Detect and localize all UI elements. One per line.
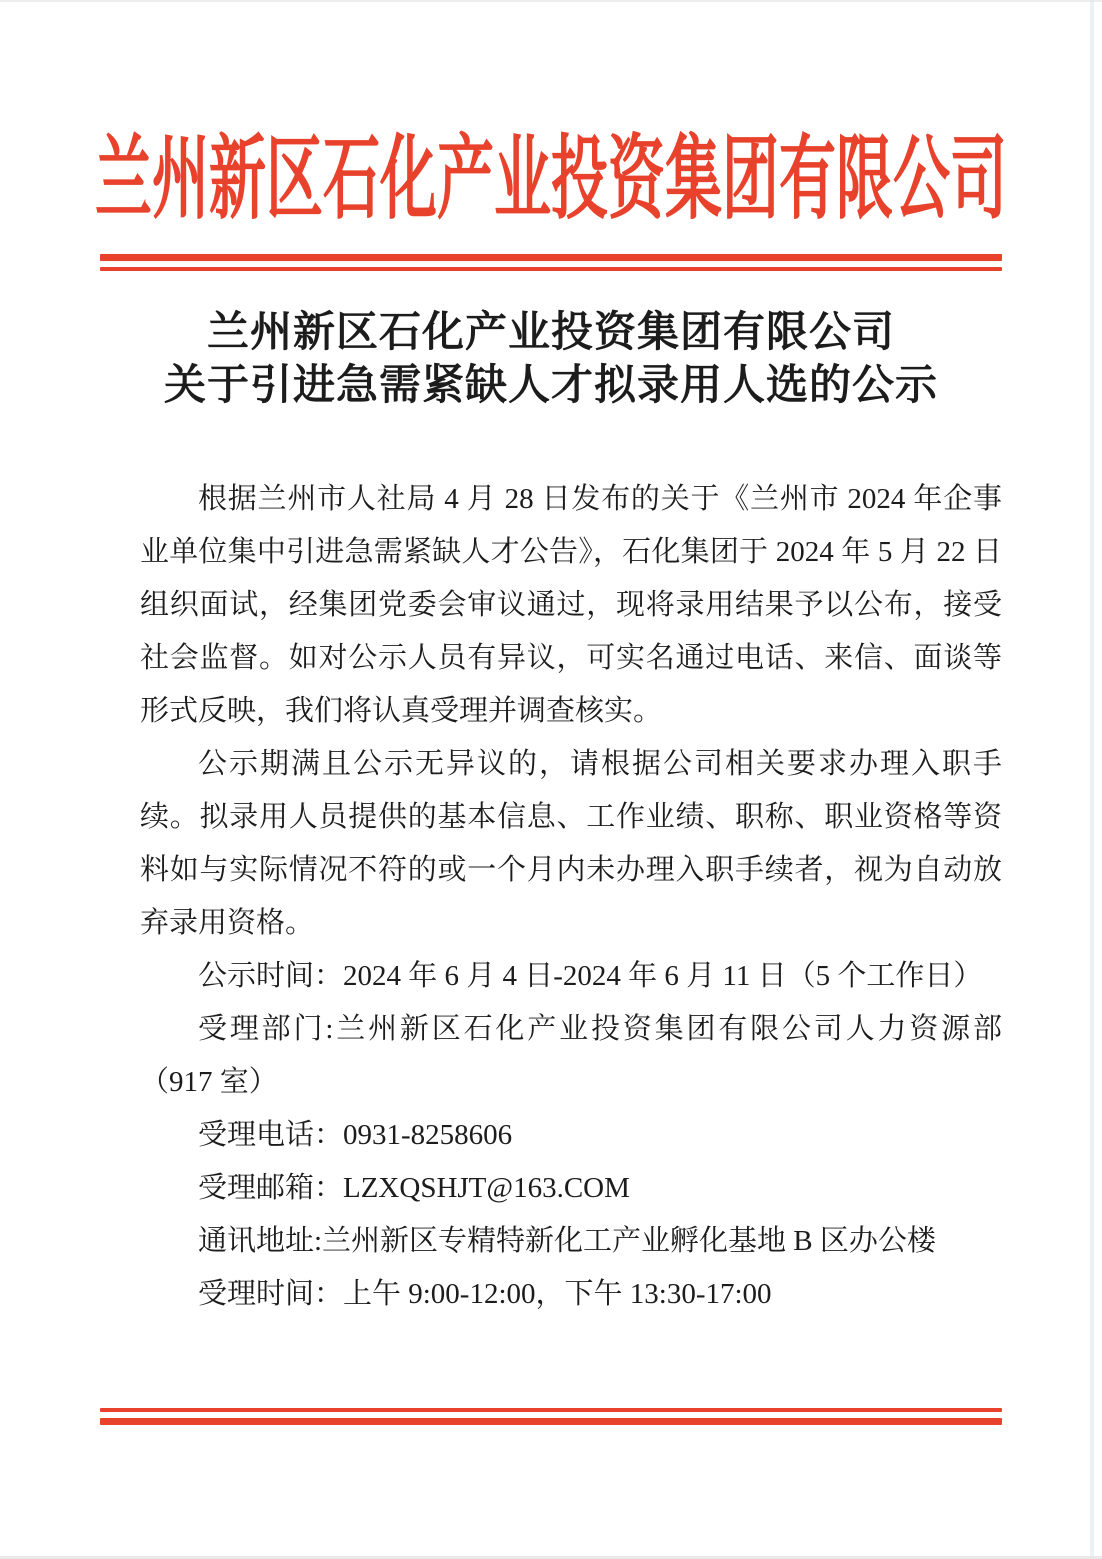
scan-artifact-top-edge	[0, 0, 1102, 2]
paragraph-onboarding-requirements: 公示期满且公示无异议的，请根据公司相关要求办理入职手续。拟录用人员提供的基本信息、工作业绩、职称、职业资格等资料如与实际情况不符的或一个月内未办理入职手续者，视为自动放弃录用资格。	[140, 748, 1002, 939]
letterhead	[0, 0, 1102, 271]
paragraph-intro: 根据兰州市人社局 4 月 28 日发布的关于《兰州市 2024 年企事业单位集中引进急需紧缺人才公告》，石化集团于 2024 年 5 月 22 日组织面试，经集团党委会审议通过，现将录用结果予以公布，接受社会监督。如对公示人员有异议，可实名通过电话、来信、面谈等形式反映，我们将认真受理并调查核实。	[140, 483, 1002, 727]
paragraph-mailing-address: 通讯地址:兰州新区专精特新化工产业孵化基地 B 区办公楼	[198, 1225, 936, 1257]
footer-rule-thin	[100, 1408, 1002, 1412]
letterhead-title-wrap	[0, 128, 1102, 232]
header-rule-thin	[100, 267, 1002, 271]
paragraph-accepting-email: 受理邮箱：LZXQSHJT@163.COM	[198, 1172, 630, 1204]
document-body	[0, 473, 1102, 1321]
document-title	[0, 307, 1102, 413]
header-rule-thick	[100, 254, 1002, 261]
paragraph-public-notice-period: 公示时间：2024 年 6 月 4 日-2024 年 6 月 11 日（5 个工作日）	[198, 960, 983, 992]
paragraph-accepting-phone: 受理电话：0931-8258606	[198, 1119, 513, 1151]
paragraph-accepting-hours: 受理时间：上午 9:00-12:00，下午 13:30-17:00	[198, 1278, 772, 1310]
footer-rule-thick	[100, 1418, 1002, 1425]
document-title-line-1: 兰州新区石化产业投资集团有限公司	[206, 310, 895, 356]
scan-artifact-right-edge	[1090, 0, 1094, 1559]
footer-rules	[0, 1408, 1102, 1425]
letterhead-company-name: 兰州新区石化产业投资集团有限公司	[95, 129, 1007, 231]
paragraph-accepting-department: 受理部门:兰州新区石化产业投资集团有限公司人力资源部（917 室）	[140, 1013, 1002, 1098]
document-title-line-2: 关于引进急需紧缺人才拟录用人选的公示	[163, 363, 938, 409]
